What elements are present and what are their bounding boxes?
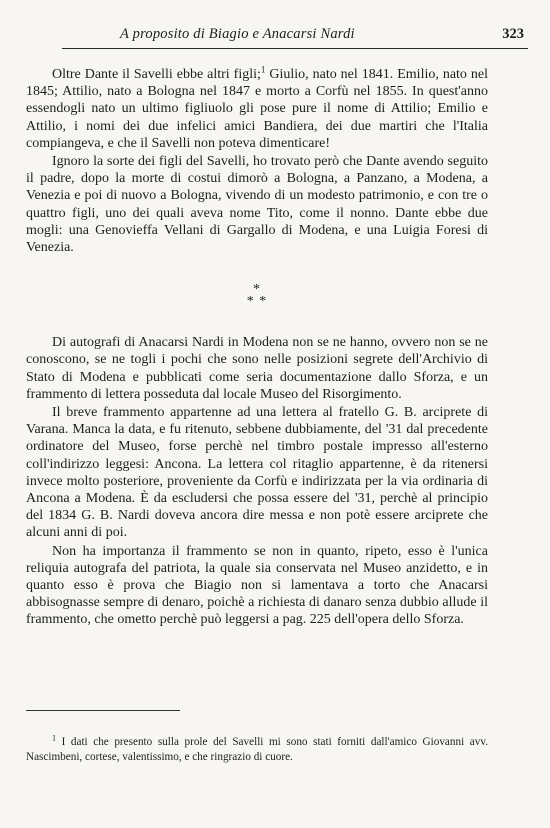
section-separator <box>26 284 488 308</box>
running-title: A proposito di Biagio e Anacarsi Nardi <box>120 26 355 42</box>
paragraph-text: Giulio, nato nel 1841. Emilio, nato nel 1845; Attilio, nato a Bologna nel 1847 e morto a Corfù nel 1855. In quest'anno essendogli nato un ultimo figliuolo gli pose pure il nome di Attilio; Emilio e Attilio, i nomi dei due infelici amici Bandiera, dei due martiri che l'Italia compiangeva, e che il Savelli non poteva dimenticare! <box>26 67 488 151</box>
footnote-reference: 1 <box>260 64 266 75</box>
footnote <box>26 735 488 765</box>
running-header <box>62 22 528 49</box>
footnote-marker: 1 <box>52 733 56 743</box>
footnote-text: I dati che presento sulla prole del Savelli mi sono stati forniti dall'amico Giovanni avv. Nascimbeni, cortese, valentissimo, e che ringrazio di cuore. <box>26 736 488 763</box>
paragraph-savelli-children <box>26 66 488 152</box>
paragraph-frammento: Il breve frammento appartenne ad una lettera al fratello G. B. arciprete di Varana. Manca la data, e fu ritenuto, sebbene dubbiamente, del '31 dal precedente ordinatore del Museo, forse perchè nel timbro postale impresso all'esterno coll'indirizzo leggesi: Ancona. La lettera col ritaglio appartenne, è da ritenersi invece molto posteriore, proveniente da Corfù e indirizzata per la via ordinaria di Ancona a Modena. È da escludersi che possa essere del '31, perchè al principio del 1834 G. B. Nardi doveva ancora dire messa e non potè essere arciprete che alcuni anni di poi. <box>26 405 488 541</box>
paragraph-dante-savelli: Ignoro la sorte dei figli del Savelli, ho trovato però che Dante avendo seguito il padre, dopo la morte di costui dimorò a Bologna, a Panzano, a Modena, a Venezia e poi di nuovo a Bologna, vivendo di un modesto patrimonio, e con tre o quattro figli, uno dei quali aveva nome Tito, come il nonno. Dante ebbe due mogli: una Genovieffa Vellani di Gargallo di Modena, e una Luigia Foresi di Venezia. <box>26 154 488 256</box>
separator-star-top: * <box>253 282 261 298</box>
paragraph-autografi: Di autografi di Anacarsi Nardi in Modena non se ne hanno, ovvero non se ne conoscono, se ne togli i pochi che sono nelle posizioni segrete dell'Archivio di Stato di Modena e pubblicati come seria documentazione dallo Sforza, e un frammento di lettera posseduta dal locale Museo del Risorgimento. <box>26 335 488 402</box>
paragraph-text: Oltre Dante il Savelli ebbe altri figli; <box>52 67 261 82</box>
body-text <box>26 66 488 629</box>
separator-star-bottom: * * <box>246 294 268 310</box>
paragraph-importanza: Non ha importanza il frammento se non in quanto, ripeto, esso è l'unica reliquia autografa del patriota, la quale sia conservata nel Museo anzidetto, e in quanto esso è prova che Biagio non si lamentava a torto che Anacarsi abbisognasse sempre di denaro, poichè a richiesta di danaro senza dubbio allude il frammento, che ometto perchè può leggersi a pag. 225 dell'opera dello Sforza. <box>26 543 488 628</box>
page-number: 323 <box>502 26 524 42</box>
footnote-divider <box>26 710 180 711</box>
